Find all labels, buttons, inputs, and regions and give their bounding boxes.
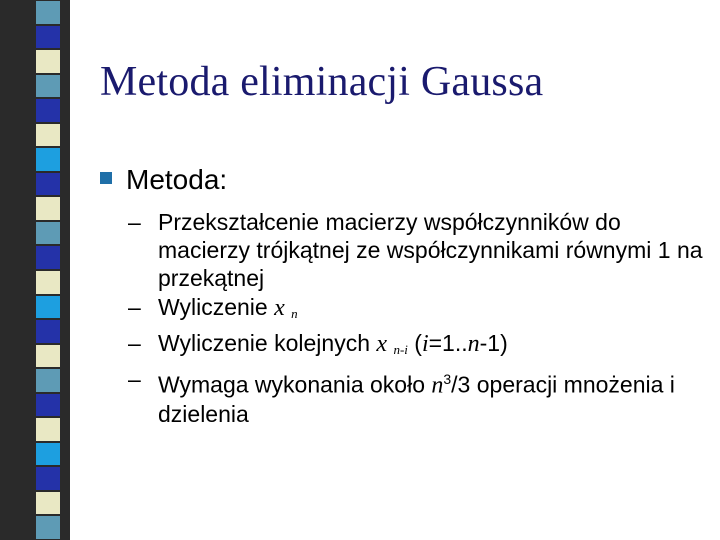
decorative-square <box>36 148 60 171</box>
math-var: x <box>376 331 388 357</box>
dash-marker: – <box>128 294 141 320</box>
decorative-square <box>36 418 60 441</box>
math-var-i: i <box>421 331 429 357</box>
sub-item-2 <box>128 293 708 328</box>
sub-item-text: Wyliczenie kolejnych <box>158 330 370 356</box>
dash-marker: – <box>128 209 141 235</box>
sub-item-text: Wymaga wykonania około <box>158 371 425 398</box>
decorative-square <box>36 173 60 196</box>
decorative-stripe <box>0 0 70 540</box>
sub-item-text: Przekształcenie macierzy współczynników do macierzy trójkątnej ze współczynnikami równymi 1 na przekątnej <box>158 209 703 291</box>
decorative-square <box>36 1 60 24</box>
math-var-n: n <box>431 372 444 399</box>
decorative-square <box>36 443 60 466</box>
decorative-square <box>36 124 60 147</box>
square-bullet-icon <box>100 172 112 184</box>
range-text: =1.. <box>428 330 468 356</box>
decorative-square <box>36 99 60 122</box>
decorative-square <box>36 394 60 417</box>
decorative-square <box>36 492 60 515</box>
decorative-square <box>36 50 60 73</box>
decorative-square <box>36 26 60 49</box>
sub-item-4 <box>128 365 708 428</box>
math-subscript: n-i <box>393 342 408 357</box>
math-var: x <box>274 295 285 321</box>
paren-close: -1) <box>479 330 508 356</box>
bullet-item <box>100 164 227 196</box>
math-subscript: n <box>291 306 298 321</box>
decorative-square <box>36 296 60 319</box>
bullet-text: Metoda: <box>126 164 228 195</box>
decorative-square <box>36 320 60 343</box>
decorative-square <box>36 516 60 539</box>
decorative-square <box>36 271 60 294</box>
math-exponent: 3 <box>443 371 452 387</box>
decorative-square <box>36 467 60 490</box>
decorative-square <box>36 345 60 368</box>
decorative-square <box>36 222 60 245</box>
decorative-square <box>36 369 60 392</box>
slide-title: Metoda eliminacji Gaussa <box>100 59 544 105</box>
paren-open: ( <box>414 330 422 356</box>
sub-item-text: Wyliczenie <box>158 294 268 320</box>
decorative-square <box>36 197 60 220</box>
sub-item-1 <box>128 208 708 292</box>
sub-bullet-list <box>128 208 708 429</box>
dash-marker: – <box>128 330 141 356</box>
math-var-n: n <box>467 331 480 357</box>
decorative-square <box>36 75 60 98</box>
sub-item-text-post: /3 operacji mnożenia i dzielenia <box>158 371 675 427</box>
dash-marker: – <box>128 366 141 392</box>
decorative-square <box>36 246 60 269</box>
sub-item-3 <box>128 329 708 364</box>
